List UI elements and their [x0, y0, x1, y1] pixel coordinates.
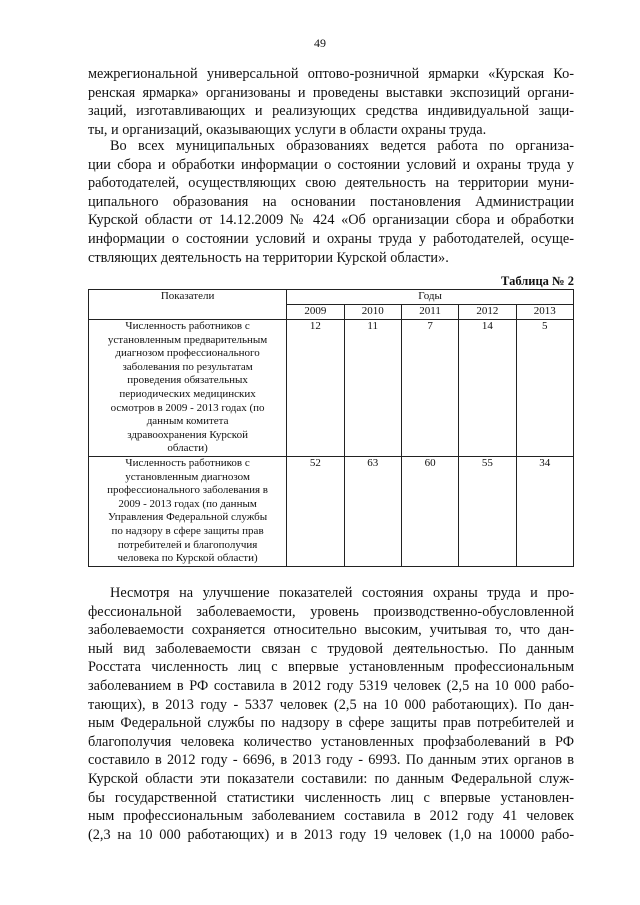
indicator-line: диагнозом профессионального	[115, 347, 260, 360]
text-line: заций, изготавливающих и реализующих средства индивидуальной защи-	[88, 103, 574, 120]
value-cell: 60	[401, 456, 458, 566]
text-line: составило в 2012 году - 6696, в 2013 году - 6993. По данным этих органов в	[88, 752, 574, 769]
indicator-line: данным комитета	[146, 415, 229, 428]
page-number: 49	[314, 36, 326, 50]
text-line: ции сбора и обработки информации о состоянии условий и охраны труда у	[88, 156, 574, 173]
indicator-line: Численность работников с	[125, 456, 250, 469]
value-cell: 7	[401, 320, 458, 457]
table-header-row	[89, 290, 574, 305]
paragraph-3	[88, 584, 574, 844]
text-line: ным Федеральной службы по надзору в сфере защиты прав потребителей и	[88, 715, 574, 732]
table-caption: Таблица № 2	[501, 274, 574, 288]
indicator-line: установленным диагнозом	[125, 470, 250, 483]
indicator-line: заболевания по результатам	[122, 360, 253, 373]
text-line: ренская ярмарка» организованы и проведены выставки экспозиций органи-	[88, 84, 574, 101]
indicator-line: Управления Федеральной службы	[107, 511, 268, 524]
indicator-line: здравоохранения Курской	[127, 428, 248, 441]
indicator-line: Численность работников с	[125, 320, 250, 332]
text-line: ты, и организаций, оказывающих услуги в области охраны труда.	[88, 121, 487, 138]
text-line: тающих), в 2013 году - 5337 человек (2,5 на 10 000 работающих). По дан-	[88, 696, 574, 713]
text-line: межрегиональной универсальной оптово-розничной ярмарки «Курская Ко-	[88, 66, 574, 82]
indicator-cell	[89, 320, 287, 457]
indicator-line: осмотров в 2009 - 2013 годах (по	[110, 401, 265, 414]
indicator-line: области)	[167, 442, 208, 455]
year-cell: 2011	[401, 305, 458, 320]
paragraph-1	[88, 65, 574, 139]
text-line: Во всех муниципальных образованиях ведется работа по организа-	[110, 138, 574, 154]
text-line: информации о состоянии условий и охраны труда у работодателей, осуще-	[88, 230, 574, 247]
indicator-line: потребителей и благополучия	[117, 538, 258, 551]
text-line: ствляющих деятельность на территории Курской области».	[88, 249, 449, 266]
year-cell: 2012	[459, 305, 516, 320]
text-line: (2,3 на 10 000 работающих) и в 2013 году 19 человек (1,0 на 10000 рабо-	[88, 826, 574, 843]
value-cell: 11	[344, 320, 401, 457]
statistics-table	[88, 289, 574, 567]
indicator-line: периодических медицинских	[119, 387, 256, 400]
text-line: работодателей, осуществляющих свою деятельность на территории муни-	[88, 175, 574, 192]
year-cell: 2009	[287, 305, 344, 320]
year-cell: 2013	[516, 305, 573, 320]
value-cell: 55	[459, 456, 516, 566]
table-row	[89, 320, 574, 457]
indicator-cell	[89, 456, 287, 566]
text-line: ным профессиональным заболеванием составила в 2012 году 41 человек	[88, 808, 574, 825]
text-line: заболеваемости сохраняется относительно высоким, учитывая то, что дан-	[88, 622, 574, 639]
text-line: Несмотря на улучшение показателей состояния охраны труда и про-	[110, 585, 574, 601]
text-line: Росстата численность лиц с впервые установленным профессиональным	[88, 659, 574, 676]
text-line: Курской области от 14.12.2009 № 424 «Об организации сбора и обработки	[88, 212, 574, 229]
header-years: Годы	[287, 290, 574, 305]
text-line: Курской области эти показатели составили: по данным Федеральной служ-	[88, 770, 574, 787]
value-cell: 14	[459, 320, 516, 457]
value-cell: 34	[516, 456, 573, 566]
text-line: бы государственной статистики численность лиц с впервые установлен-	[88, 789, 574, 806]
value-cell: 12	[287, 320, 344, 457]
value-cell: 63	[344, 456, 401, 566]
paragraph-2	[88, 137, 574, 267]
indicator-line: человека по Курской области)	[117, 552, 258, 565]
text-line: заболеванием в РФ составила в 2012 году 5319 человек (2,5 на 10 000 рабо-	[88, 677, 574, 694]
indicator-line: по надзору в сфере защиты прав	[111, 524, 264, 537]
text-line: фессиональной заболеваемости, уровень производственно-обусловленной	[88, 603, 574, 620]
year-cell: 2010	[344, 305, 401, 320]
header-indicators: Показатели	[89, 290, 287, 320]
indicator-line: проведения обязательных	[127, 374, 248, 387]
text-line: ципального образования на основании постановления Администрации	[88, 193, 574, 210]
text-line: благополучия человека количество установленных профзаболеваний в РФ	[88, 733, 574, 750]
value-cell: 52	[287, 456, 344, 566]
indicator-line: установленным предварительным	[107, 333, 268, 346]
value-cell: 5	[516, 320, 573, 457]
table-row	[89, 456, 574, 566]
indicator-line: профессионального заболевания в	[107, 484, 268, 497]
text-line: ный вид заболеваемости связан с трудовой деятельностью. По данным	[88, 640, 574, 657]
indicator-line: 2009 - 2013 годах (по данным	[118, 497, 257, 510]
